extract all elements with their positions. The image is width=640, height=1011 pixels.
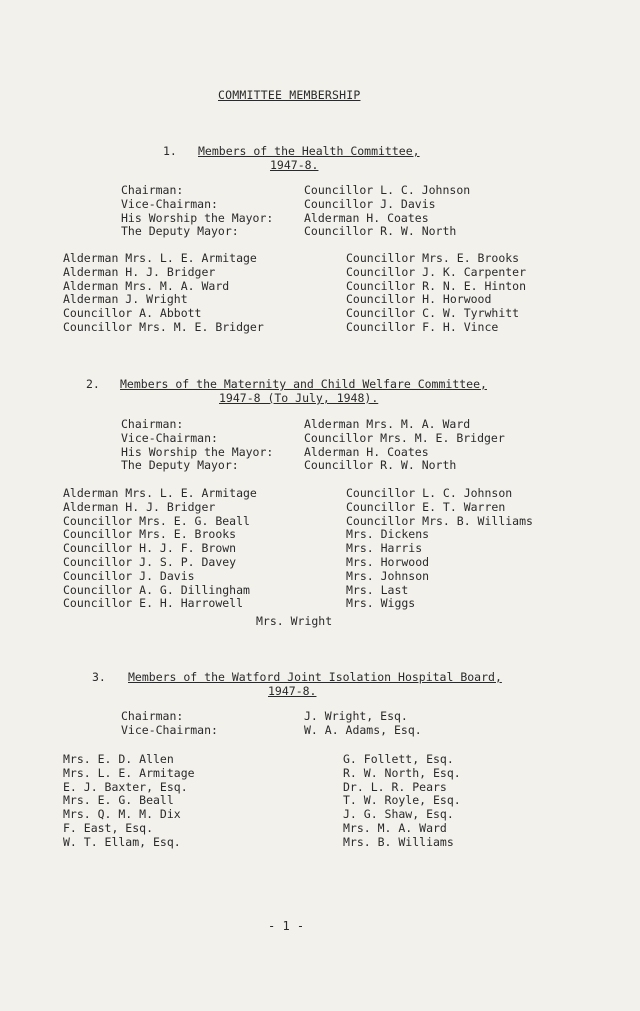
officer-name: J. Wright, Esq. [304, 709, 408, 723]
member-name: Councillor H. J. F. Brown [63, 541, 237, 556]
officer-role: Chairman: [121, 417, 184, 431]
member-name: Mrs. Harris [346, 541, 423, 556]
section-heading-year: 1947-8 (To July, 1948). [219, 391, 379, 405]
member-name: Alderman Mrs. L. E. Armitage [63, 486, 257, 500]
officer-name: Councillor R. W. North [304, 458, 457, 473]
member-name: Councillor E. H. Harrowell [63, 596, 244, 611]
member-name: Mrs. L. E. Armitage [63, 765, 195, 780]
officer-role: Chairman: [121, 183, 184, 197]
officer-role: Vice-Chairman: [121, 430, 218, 445]
member-name: Mrs. Q. M. M. Dix [63, 807, 181, 822]
members-right-column [346, 487, 533, 611]
officer-name: Councillor R. W. North [304, 224, 457, 239]
members-left-column [63, 487, 257, 611]
member-name: Councillor R. N. E. Hinton [346, 278, 527, 293]
member-name: Mrs. Wiggs [346, 596, 416, 611]
section-number: 2. [86, 377, 100, 391]
member-name: Mrs. E. G. Beall [63, 793, 174, 808]
members-left-column [63, 252, 264, 335]
officer-role: The Deputy Mayor: [121, 224, 239, 239]
officer-names [304, 418, 505, 473]
section-heading-year: 1947-8. [268, 684, 317, 698]
member-name: G. Follett, Esq. [343, 752, 454, 766]
member-name: J. G. Shaw, Esq. [343, 807, 454, 822]
member-name: Mrs. Last [346, 582, 409, 597]
section-number: 1. [163, 144, 177, 158]
officer-role: Chairman: [121, 709, 184, 723]
member-name: Dr. L. R. Pears [343, 779, 447, 794]
member-name: Councillor J. K. Carpenter [346, 264, 527, 279]
officer-role: Vice-Chairman: [121, 196, 218, 211]
page-number: - 1 - [268, 919, 305, 933]
members-right-column [346, 252, 526, 335]
member-name: R. W. North, Esq. [343, 765, 461, 780]
member-name: Councillor F. H. Vince [346, 319, 499, 334]
officer-role: His Worship the Mayor: [121, 444, 274, 459]
section-heading: Members of the Watford Joint Isolation Hospital Board, [128, 670, 502, 684]
member-name: Councillor Mrs. E. G. Beall [63, 513, 250, 528]
member-name: F. East, Esq. [63, 820, 154, 835]
member-name: Councillor J. Davis [63, 568, 195, 583]
officer-name: Councillor L. C. Johnson [304, 183, 471, 197]
page-title: COMMITTEE MEMBERSHIP [218, 88, 361, 102]
officer-name: Alderman H. Coates [304, 444, 429, 459]
member-name: Councillor A. G. Dillingham [63, 582, 250, 597]
officer-roles [121, 184, 273, 239]
member-name: Councillor E. T. Warren [346, 499, 506, 514]
member-name: Councillor H. Horwood [346, 292, 492, 307]
member-name: Mrs. E. D. Allen [63, 752, 174, 766]
officer-name: Councillor Mrs. M. E. Bridger [304, 430, 505, 445]
officer-names [304, 710, 422, 738]
member-name: Alderman H. J. Bridger [63, 499, 216, 514]
officer-role: Vice-Chairman: [121, 722, 218, 737]
member-name: Councillor L. C. Johnson [346, 486, 513, 500]
officer-name: Councillor J. Davis [304, 196, 436, 211]
member-name: Alderman H. J. Bridger [63, 264, 216, 279]
officer-roles [121, 710, 218, 738]
member-name: T. W. Royle, Esq. [343, 793, 461, 808]
officer-roles [121, 418, 273, 473]
officer-name: Alderman Mrs. M. A. Ward [304, 417, 471, 431]
officer-role: The Deputy Mayor: [121, 458, 239, 473]
officer-names [304, 184, 470, 239]
member-name: E. J. Baxter, Esq. [63, 779, 188, 794]
member-name: W. T. Ellam, Esq. [63, 834, 181, 849]
officer-name: Alderman H. Coates [304, 210, 429, 225]
member-name: Councillor Mrs. E. Brooks [63, 527, 237, 542]
member-name: Mrs. Horwood [346, 554, 430, 569]
member-name: Councillor Mrs. E. Brooks [346, 251, 520, 265]
officer-name: W. A. Adams, Esq. [304, 722, 422, 737]
section-number: 3. [92, 670, 106, 684]
member-name: Councillor Mrs. B. Williams [346, 513, 533, 528]
member-name: Councillor A. Abbott [63, 306, 202, 321]
section-heading: Members of the Maternity and Child Welfare Committee, [120, 377, 487, 391]
member-name: Councillor Mrs. M. E. Bridger [63, 319, 264, 334]
members-left-column [63, 753, 195, 850]
member-name: Alderman Mrs. M. A. Ward [63, 278, 230, 293]
member-name: Mrs. Dickens [346, 527, 430, 542]
officer-role: His Worship the Mayor: [121, 210, 274, 225]
member-name: Mrs. B. Williams [343, 834, 454, 849]
members-right-column [343, 753, 461, 850]
member-name-centered: Mrs. Wright [256, 614, 333, 628]
member-name: Councillor J. S. P. Davey [63, 554, 237, 569]
section-heading: Members of the Health Committee, [198, 144, 420, 158]
section-heading-year: 1947-8. [270, 158, 319, 172]
member-name: Alderman J. Wright [63, 292, 188, 307]
member-name: Alderman Mrs. L. E. Armitage [63, 251, 257, 265]
member-name: Mrs. Johnson [346, 568, 430, 583]
member-name: Mrs. M. A. Ward [343, 820, 447, 835]
member-name: Councillor C. W. Tyrwhitt [346, 306, 520, 321]
